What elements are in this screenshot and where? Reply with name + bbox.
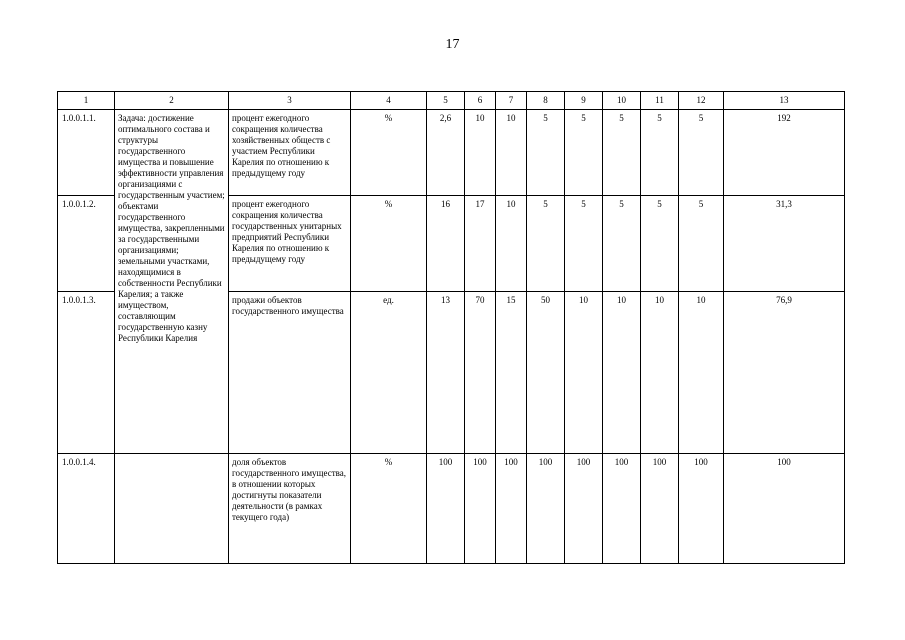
value-cell: 70	[465, 292, 496, 454]
header-cell: 4	[351, 92, 427, 110]
value-cell: 5	[527, 196, 565, 292]
value-cell: 13	[427, 292, 465, 454]
table-row	[58, 110, 845, 196]
task-cell-empty	[115, 454, 229, 564]
row-code: 1.0.0.1.1.	[58, 110, 115, 196]
value-cell: 100	[496, 454, 527, 564]
value-cell: 100	[465, 454, 496, 564]
value-cell: 100	[427, 454, 465, 564]
value-cell: 17	[465, 196, 496, 292]
col13-value: 76,9	[724, 292, 845, 454]
header-cell: 2	[115, 92, 229, 110]
col13-value: 100	[724, 454, 845, 564]
header-cell: 13	[724, 92, 845, 110]
value-cell: 5	[603, 110, 641, 196]
value-cell: 16	[427, 196, 465, 292]
header-cell: 9	[565, 92, 603, 110]
value-cell: 15	[496, 292, 527, 454]
value-cell: 5	[565, 196, 603, 292]
header-row	[58, 92, 845, 110]
header-cell: 6	[465, 92, 496, 110]
indicator-name: процент ежегодного сокращения количества хозяйственных обществ с участием Республики Карелия по отношению к предыдущему году	[229, 110, 351, 196]
value-cell: 100	[527, 454, 565, 564]
value-cell: 10	[496, 110, 527, 196]
header-cell: 11	[641, 92, 679, 110]
value-cell: 100	[641, 454, 679, 564]
row-code: 1.0.0.1.3.	[58, 292, 115, 454]
value-cell: 5	[603, 196, 641, 292]
table-row	[58, 454, 845, 564]
page-number: 17	[445, 37, 460, 52]
header-cell: 7	[496, 92, 527, 110]
value-cell: 5	[679, 196, 724, 292]
unit: %	[351, 196, 427, 292]
value-cell: 10	[641, 292, 679, 454]
header-cell: 5	[427, 92, 465, 110]
value-cell: 100	[565, 454, 603, 564]
value-cell: 100	[603, 454, 641, 564]
indicator-name: доля объектов государственного имущества, в отношении которых достигнуты показатели деятельности (в рамках текущего года)	[229, 454, 351, 564]
value-cell: 50	[527, 292, 565, 454]
row-code: 1.0.0.1.2.	[58, 196, 115, 292]
value-cell: 5	[527, 110, 565, 196]
header-cell: 8	[527, 92, 565, 110]
unit: %	[351, 454, 427, 564]
value-cell: 5	[641, 196, 679, 292]
value-cell: 10	[465, 110, 496, 196]
value-cell: 10	[496, 196, 527, 292]
indicator-name: продажи объектов государственного имущества	[229, 292, 351, 454]
col13-value: 31,3	[724, 196, 845, 292]
header-cell: 1	[58, 92, 115, 110]
value-cell: 10	[603, 292, 641, 454]
value-cell: 10	[565, 292, 603, 454]
value-cell: 10	[679, 292, 724, 454]
header-cell: 3	[229, 92, 351, 110]
col13-value: 192	[724, 110, 845, 196]
header-cell: 10	[603, 92, 641, 110]
value-cell: 5	[565, 110, 603, 196]
row-code: 1.0.0.1.4.	[58, 454, 115, 564]
value-cell: 100	[679, 454, 724, 564]
unit: %	[351, 110, 427, 196]
unit: ед.	[351, 292, 427, 454]
value-cell: 5	[641, 110, 679, 196]
value-cell: 5	[679, 110, 724, 196]
indicators-table	[57, 91, 845, 564]
value-cell: 2,6	[427, 110, 465, 196]
header-cell: 12	[679, 92, 724, 110]
indicator-name: процент ежегодного сокращения количества государственных унитарных предприятий Республики Карелия по отношению к предыдущему году	[229, 196, 351, 292]
task-description: Задача: достижение оптимального состава и структуры государственного имущества и повышение эффективности управления организациями с государственным участием; объектами государственного имущества, закрепленными за государственными организациями; земельными участками, находящимися в собственности Республики Карелия; а также имуществом, составляющим государственную казну Республики Карелия	[115, 110, 229, 454]
